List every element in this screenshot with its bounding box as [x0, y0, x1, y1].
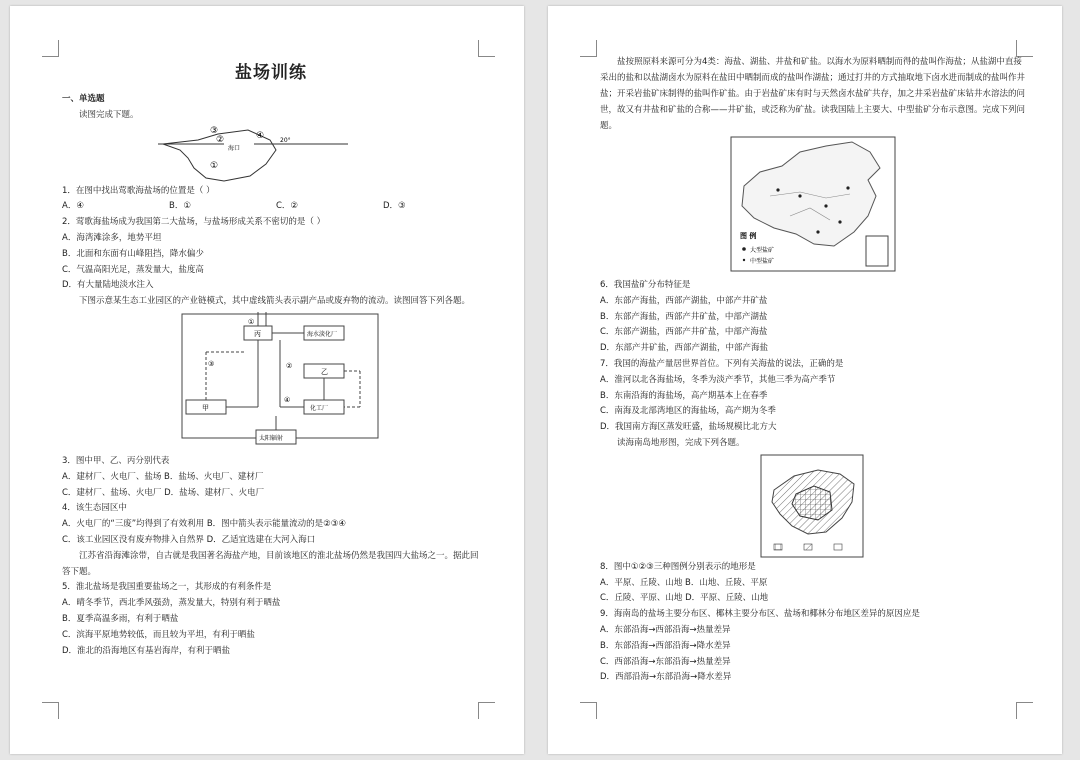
- option-b: B．北面和东面有山峰阻挡，降水偏少: [62, 248, 204, 259]
- option-c: C．气温高阳光足，蒸发量大，盐度高: [62, 264, 204, 275]
- option-d: D．西部沿海→东部沿海→降水差异: [600, 672, 732, 683]
- flow-marker-2: ②: [286, 361, 293, 370]
- china-salt-mine-map: [600, 136, 1030, 276]
- crop-mark: [478, 40, 495, 57]
- question-2-stem: 2．莺歌海盐场成为我国第二大盐场，与盐场形成关系不密切的是（ ）: [62, 217, 326, 228]
- question-7-stem: 7．我国的海盐产量居世界首位。下列有关海盐的说法，正确的是: [600, 358, 844, 369]
- options-cd: C．该工业园区没有废弃物排入自然界 D．乙适宜选建在大河入海口: [62, 534, 316, 545]
- question-9-stem: 9．海南岛的盐场主要分布区、椰林主要分布区、盐场和椰林分布地区差异的原因应是: [600, 609, 920, 620]
- section-heading: 一、单选题: [62, 94, 105, 104]
- map-marker-2: ②: [216, 134, 225, 145]
- option-c: C．东部产湖盐，西部产井矿盐，中部产海盐: [600, 327, 768, 338]
- option-d: D．东部产井矿盐，西部产湖盐，中部产海盐: [600, 343, 769, 354]
- flow-marker-4: ④: [284, 395, 291, 404]
- option-d: D．淮北的沿海地区有基岩海岸，有利于晒盐: [62, 645, 231, 656]
- option-a: A．晴冬季节，西北季风强劲，蒸发量大，特别有利于晒盐: [62, 598, 281, 609]
- options-cd: C．丘陵、平原、山地 D．平原、丘陵、山地: [600, 593, 769, 604]
- option-b: B．东部沿海→西部沿海→降水差异: [600, 640, 731, 651]
- crop-mark: [42, 40, 59, 57]
- crop-mark: [580, 702, 597, 719]
- option-c: C．②: [276, 201, 299, 212]
- question-3-stem: 3．图中甲、乙、丙分别代表: [62, 455, 170, 466]
- question-4-stem: 4．该生态园区中: [62, 503, 127, 514]
- hainan-outline-map: [62, 126, 480, 182]
- crop-mark: [1016, 702, 1033, 719]
- map-marker-4: ④: [256, 130, 265, 141]
- document-page-1: [10, 6, 524, 754]
- option-d: D．有大量陆地淡水注入: [62, 280, 154, 291]
- flow-marker-3: ③: [208, 359, 215, 368]
- node-solar-radiation: 太阳辐射: [259, 434, 284, 442]
- option-b: B．①: [169, 201, 191, 212]
- option-a: A．淮河以北各海盐场，冬季为淡产季节，其他三季为高产季节: [600, 374, 836, 385]
- node-bing: 丙: [254, 329, 261, 338]
- map-label-haikou: 海口: [228, 144, 241, 152]
- question-5-stem: 5．淮北盐场是我国重要盐场之一，其形成的有利条件是: [62, 582, 272, 593]
- question-8-stem: 8．图中①②③三种图例分别表示的地形是: [600, 561, 756, 572]
- node-chemical-plant: 化工厂: [310, 404, 329, 412]
- option-b: B．夏季高温多雨，有利于晒盐: [62, 613, 179, 624]
- question-intro: 读图完成下题。: [79, 109, 139, 120]
- page-1-content: [62, 52, 480, 659]
- option-b: B．东南沿海的海盐场，高产期基本上在春季: [600, 390, 768, 401]
- node-yi: 乙: [321, 367, 328, 376]
- hainan-terrain-map: [600, 454, 1030, 558]
- node-jia: 甲: [202, 403, 209, 412]
- crop-mark: [42, 702, 59, 719]
- map-marker-1: ①: [210, 160, 219, 171]
- crop-mark: [478, 702, 495, 719]
- question-intro: 下图示意某生态工业园区的产业链模式，其中虚线箭头表示副产品或废弃物的流动。读图回答下列各题。: [79, 296, 471, 307]
- options-cd: C．建材厂、盐场、火电厂 D．盐场、建材厂、火电厂: [62, 487, 265, 498]
- option-d: D．③: [383, 201, 406, 212]
- flow-marker-1: ①: [248, 317, 255, 326]
- options-ab: A．平原、丘陵、山地 B．山地、丘陵、平原: [600, 577, 768, 588]
- legend-medium-mine: 中型盐矿: [750, 258, 775, 265]
- legend-large-mine: 大型盐矿: [750, 247, 775, 254]
- question-6-stem: 6．我国盐矿分布特征是: [600, 280, 691, 290]
- industry-chain-diagram: [62, 312, 480, 452]
- option-d: D．我国南方海区蒸发旺盛，盐场规模比北方大: [600, 422, 777, 433]
- options-ab: A．火电厂的“三废”均得到了有效利用 B．图中箭头表示能量流动的是②③④: [62, 519, 347, 530]
- option-c: C．滨海平原地势较低，而且较为平坦，有利于晒盐: [62, 629, 255, 640]
- option-b: B．东部产海盐，西部产井矿盐，中部产湖盐: [600, 311, 768, 322]
- question-intro: 盐按照原料来源可分为4类：海盐、湖盐、井盐和矿盐。以海水为原料晒制而得的盐叫作海盐；从盐湖中直接采出的盐和以盐湖卤水为原料在盐田中晒制而成的盐叫作湖盐；通过打井的方式抽取地下卤水进而制成的盐叫作井盐；开采岩盐矿床制得的盐叫作矿盐。由于岩盐矿床有时与天然卤水盐矿共存，加之井采岩盐矿床钻井水溶法的问世，故又有井盐和矿盐的合称——井矿盐，或泛称为矿盐。读我国陆上主要大、中型盐矿分布示意图。完成下列问题。: [600, 57, 1026, 131]
- map-label-latitude: 20°: [280, 136, 291, 144]
- question-1-stem: 1．在图中找出莺歌海盐场的位置是（ ）: [62, 185, 215, 196]
- document-page-2: [548, 6, 1062, 754]
- option-a: A．东部产海盐，西部产湖盐，中部产井矿盐: [600, 295, 768, 306]
- option-a: A．东部沿海→西部沿海→热量差异: [600, 624, 731, 635]
- option-a: A．海湾滩涂多，地势平坦: [62, 232, 162, 243]
- question-intro: 江苏省沿海滩涂带，自古就是我国著名海盐产地，目前该地区的淮北盐场仍然是我国四大盐场之一。据此回答下题。: [62, 550, 479, 577]
- option-a: A．④: [62, 201, 84, 212]
- option-c: C．南海及北部湾地区的海盐场，高产期为冬季: [600, 406, 776, 417]
- map-marker-3: ③: [210, 125, 219, 136]
- document-title: 盐场训练: [235, 63, 307, 83]
- question-1-options: [62, 199, 480, 215]
- legend-title: 图 例: [740, 232, 757, 240]
- option-c: C．西部沿海→东部沿海→热量差异: [600, 656, 731, 667]
- node-desalination-plant: 海水淡化厂: [307, 330, 338, 338]
- question-intro: 读海南岛地形图，完成下列各题。: [617, 437, 745, 448]
- crop-mark: [580, 40, 597, 57]
- page-2-content: [600, 54, 1030, 686]
- options-ab: A．建材厂、火电厂、盐场 B．盐场、火电厂、建材厂: [62, 471, 264, 482]
